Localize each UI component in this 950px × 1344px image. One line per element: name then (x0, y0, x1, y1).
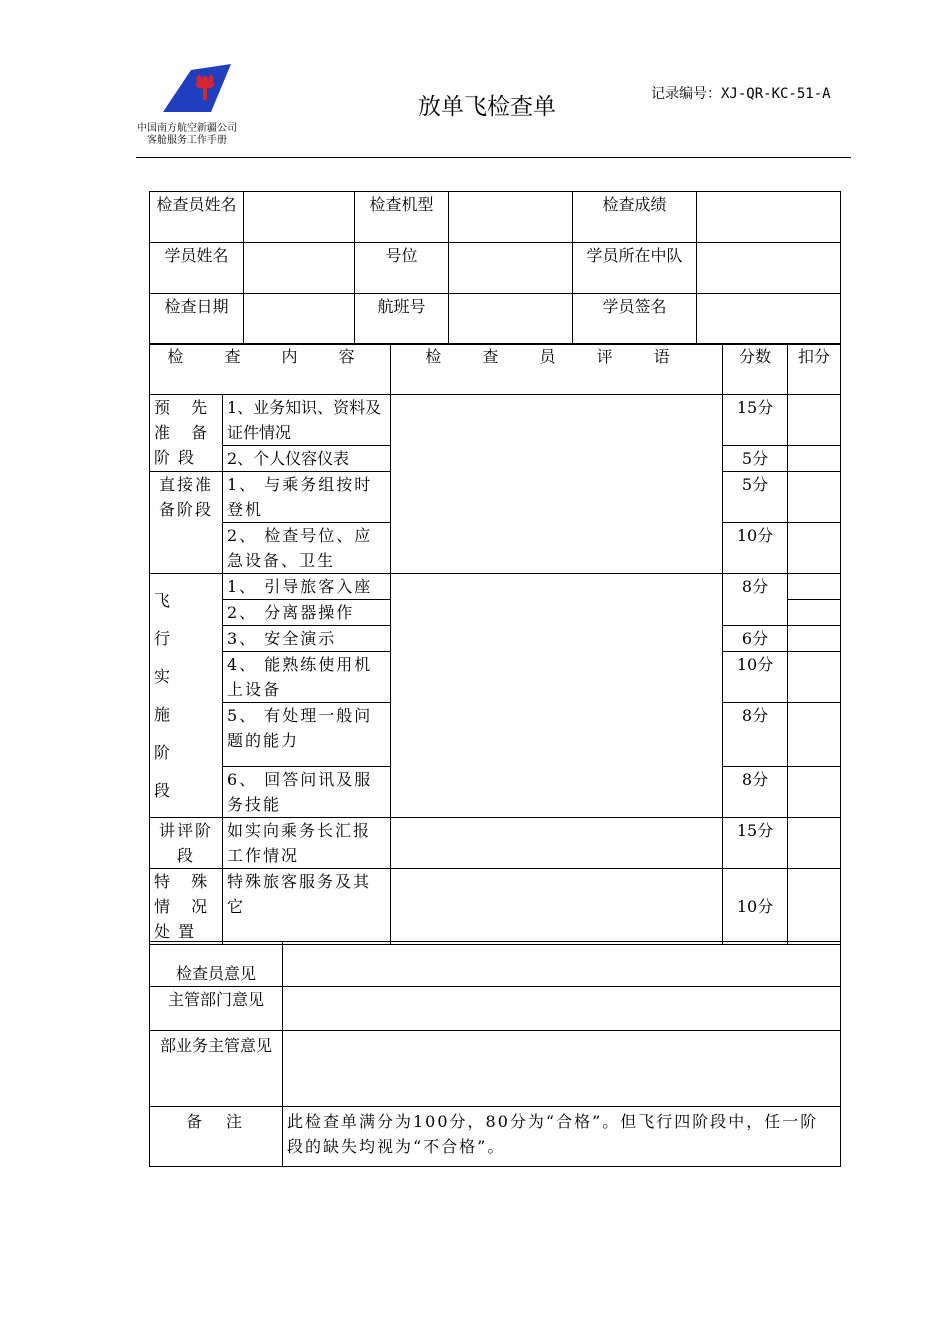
comment-prep-direct[interactable] (391, 395, 723, 574)
trainee-name-label: 学员姓名 (150, 243, 244, 294)
comment-debrief[interactable] (391, 818, 723, 869)
deduct-direct1[interactable] (788, 472, 841, 523)
score-f3: 6分 (723, 626, 788, 652)
comment-flight[interactable] (391, 574, 723, 818)
inspector-name-value[interactable] (244, 192, 355, 243)
inspector-opinion-label: 检查员意见 (150, 942, 283, 987)
business-opinion-label: 部业务主管意见 (150, 1031, 283, 1107)
info-table (149, 191, 841, 345)
deduct-f2[interactable] (788, 600, 841, 626)
item-direct2: 2、 检查号位、应急设备、卫生 (223, 523, 391, 574)
score-debrief: 15分 (723, 818, 788, 869)
inspector-opinion-value[interactable] (283, 942, 841, 987)
check-date-value[interactable] (244, 294, 355, 345)
deduct-f4[interactable] (788, 652, 841, 703)
item-special: 特殊旅客服务及其它 (223, 869, 391, 945)
aircraft-type-label: 检查机型 (355, 192, 449, 243)
deduct-debrief[interactable] (788, 818, 841, 869)
deduct-f5[interactable] (788, 703, 841, 767)
position-label: 号位 (355, 243, 449, 294)
score-label: 检查成绩 (573, 192, 697, 243)
item-f6: 6、 回答问讯及服务技能 (223, 767, 391, 818)
dept-opinion-label: 主管部门意见 (150, 987, 283, 1031)
col-deduct: 扣分 (788, 344, 841, 395)
squadron-label: 学员所在中队 (573, 243, 697, 294)
stage-direct: 直接准备阶段 (150, 472, 223, 574)
checklist-table (149, 343, 841, 945)
item-f4: 4、 能熟练使用机上设备 (223, 652, 391, 703)
col-content: 检 查 内 容 (150, 344, 391, 395)
company-line2: 客舱服务工作手册 (147, 135, 227, 146)
score-direct2: 10分 (723, 523, 788, 574)
score-f6: 8分 (723, 767, 788, 818)
aircraft-type-value[interactable] (449, 192, 573, 243)
score-f4: 10分 (723, 652, 788, 703)
deduct-direct2[interactable] (788, 523, 841, 574)
comment-special[interactable] (391, 869, 723, 945)
remark-label: 备 注 (150, 1107, 283, 1167)
item-f5: 5、 有处理一般问题的能力 (223, 703, 391, 767)
flight-no-label: 航班号 (355, 294, 449, 345)
trainee-name-value[interactable] (244, 243, 355, 294)
trainee-signature-label: 学员签名 (573, 294, 697, 345)
deduct-f6[interactable] (788, 767, 841, 818)
inspector-name-label: 检查员姓名 (150, 192, 244, 243)
deduct-special[interactable] (788, 869, 841, 945)
score-prep1: 15分 (723, 395, 788, 446)
deduct-f3[interactable] (788, 626, 841, 652)
remark-text: 此检查单满分为100分，80分为“合格”。但飞行四阶段中，任一阶段的缺失均视为“不合格”。 (283, 1107, 841, 1167)
item-prep2: 2、个人仪容仪表 (223, 446, 391, 472)
dept-opinion-value[interactable] (283, 987, 841, 1031)
company-line1: 中国南方航空新疆公司 (137, 123, 237, 134)
company-name (137, 123, 237, 147)
col-points: 分数 (723, 344, 788, 395)
trainee-signature-value[interactable] (697, 294, 841, 345)
opinion-table (149, 941, 841, 1167)
score-f5: 8分 (723, 703, 788, 767)
stage-special: 特 殊 情 况 处置 (150, 869, 223, 945)
check-date-label: 检查日期 (150, 294, 244, 345)
page-title: 放单飞检查单 (418, 94, 556, 120)
score-value[interactable] (697, 192, 841, 243)
item-prep1: 1、业务知识、资料及证件情况 (223, 395, 391, 446)
col-comment: 检 查 员 评 语 (391, 344, 723, 395)
deduct-prep1[interactable] (788, 395, 841, 446)
item-f2: 2、 分离器操作 (223, 600, 391, 626)
stage-debrief: 讲评阶段 (150, 818, 223, 869)
flight-no-value[interactable] (449, 294, 573, 345)
header-divider (136, 157, 851, 158)
item-direct1: 1、 与乘务组按时登机 (223, 472, 391, 523)
score-prep2: 5分 (723, 446, 788, 472)
item-f1: 1、 引导旅客入座 (223, 574, 391, 600)
record-number: 记录编号：XJ-QR-KC-51-A (651, 86, 831, 102)
stage-prep: 预 先 准 备 阶段 (150, 395, 223, 472)
position-value[interactable] (449, 243, 573, 294)
company-logo (163, 64, 231, 112)
item-debrief: 如实向乘务长汇报工作情况 (223, 818, 391, 869)
deduct-f1[interactable] (788, 574, 841, 600)
score-direct1: 5分 (723, 472, 788, 523)
stage-flight: 飞 行 实 施 阶 段 (150, 574, 223, 818)
score-f1-2: 8分 (723, 574, 788, 626)
item-f3: 3、 安全演示 (223, 626, 391, 652)
squadron-value[interactable] (697, 243, 841, 294)
business-opinion-value[interactable] (283, 1031, 841, 1107)
deduct-prep2[interactable] (788, 446, 841, 472)
score-special: 10分 (723, 869, 788, 945)
